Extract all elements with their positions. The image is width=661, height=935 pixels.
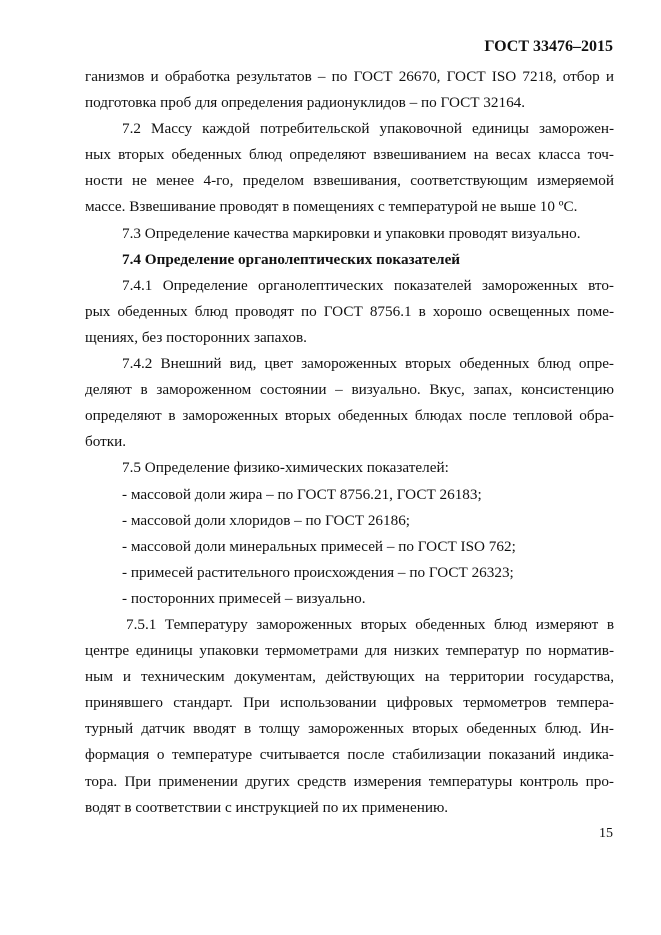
text-line: ным и техническим документам, действующих на территории государства, (85, 668, 614, 686)
text-line: 7.5 Определение физико-химических показателей: (122, 459, 449, 477)
text-line: - массовой доли хлоридов – по ГОСТ 26186; (122, 511, 411, 529)
text-line: ных вторых обеденных блюд определяют взвешиванием на весах класса точ- (85, 146, 614, 164)
text-line: центре единицы упаковки термометрами для низких температур по норматив- (85, 642, 614, 660)
text-line: - посторонних примесей – визуально. (122, 589, 366, 607)
text-line: ботки. (85, 433, 127, 451)
page-number: 15 (599, 826, 613, 841)
text-line: 7.4.1 Определение органолептических показателей замороженных вто- (122, 276, 614, 294)
text-line: деляют в замороженном состоянии – визуально. Вкус, запах, консистенцию (85, 381, 614, 399)
text-line: 7.5.1 Температуру замороженных вторых обеденных блюд измеряют в (126, 615, 614, 633)
text-line: - массовой доли жира – по ГОСТ 8756.21, ГОСТ 26183; (122, 485, 482, 503)
text-line: турный датчик вводят в толщу замороженных вторых обеденных блюд. Ин- (85, 720, 614, 738)
section-heading-line: 7.4 Определение органолептических показателей (122, 250, 461, 268)
text-line: ности не менее 4-го, пределом взвешивания, соответствующим измеряемой (85, 172, 614, 190)
text-line: массе. Взвешивание проводят в помещениях с температурой не выше 10 ºС. (85, 198, 578, 216)
text-line: 7.2 Массу каждой потребительской упаковочной единицы заморожен- (122, 120, 614, 138)
text-line: определяют в замороженных вторых обеденных блюдах после тепловой обра- (85, 407, 614, 425)
text-line: тора. При применении других средств измерения температуры контроль про- (85, 772, 614, 790)
text-line: 7.3 Определение качества маркировки и упаковки проводят визуально. (122, 224, 581, 242)
text-line: принявшего стандарт. При использовании цифровых термометров темпера- (85, 694, 614, 712)
text-line: водят в соответствии с инструкцией по их применению. (85, 798, 449, 816)
text-line: - массовой доли минеральных примесей – по ГОСТ ISO 762; (122, 537, 516, 555)
text-line: ганизмов и обработка результатов – по ГОСТ 26670, ГОСТ ISO 7218, отбор и (85, 68, 614, 85)
text-line: формация о температуре считывается после стабилизации показаний индика- (85, 746, 614, 764)
text-line: щениях, без посторонних запахов. (85, 328, 307, 346)
text-line: 7.4.2 Внешний вид, цвет замороженных вторых обеденных блюд опре- (122, 355, 614, 373)
text-line: подготовка проб для определения радионуклидов – по ГОСТ 32164. (85, 94, 526, 112)
page-header-standard-code: ГОСТ 33476–2015 (484, 38, 613, 55)
body-text (85, 64, 614, 821)
text-line: рых обеденных блюд проводят по ГОСТ 8756.1 в хорошо освещенных поме- (85, 302, 614, 320)
text-line: - примесей растительного происхождения – по ГОСТ 26323; (122, 563, 514, 581)
